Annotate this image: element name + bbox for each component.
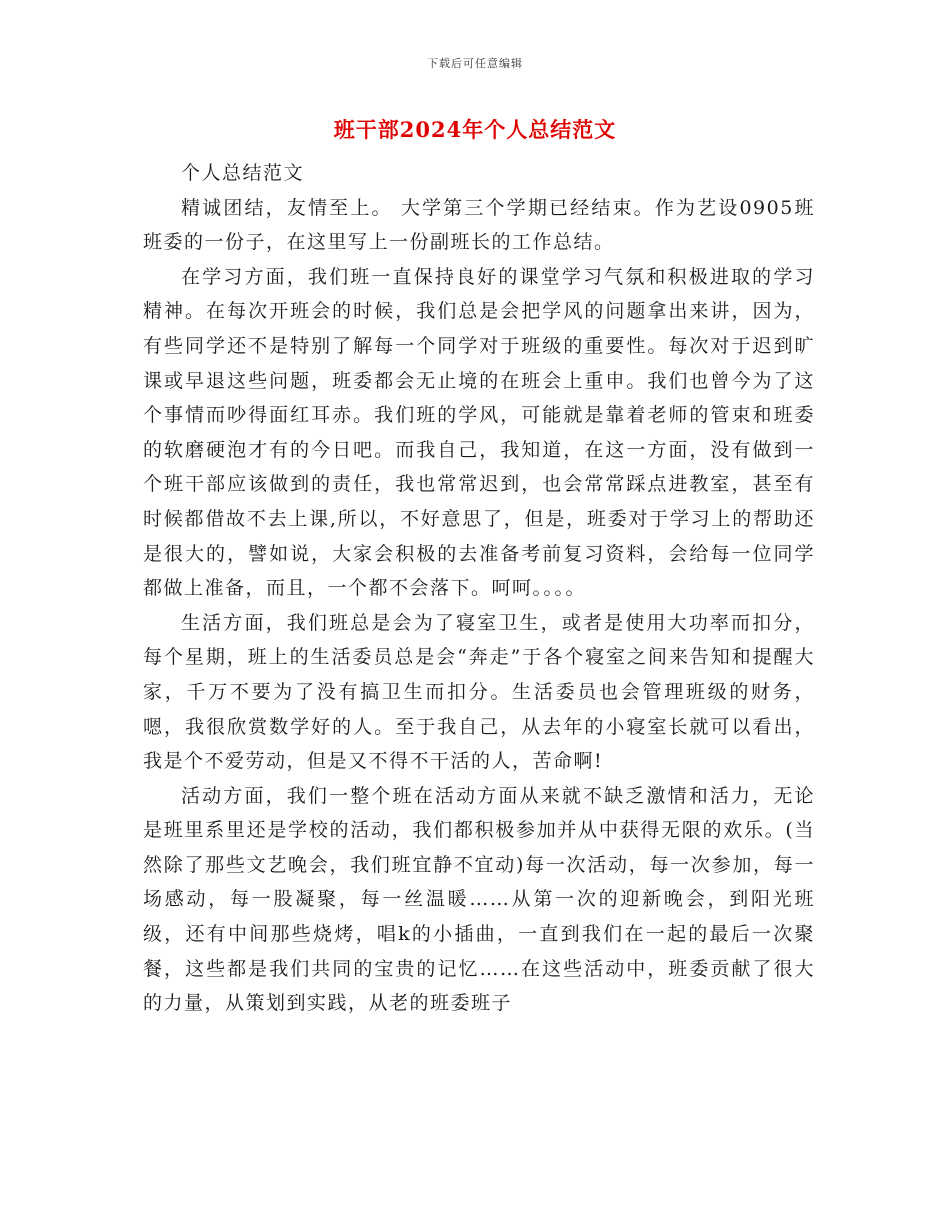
header-note: 下载后可任意编辑 (427, 57, 523, 70)
paragraph-activities: 活动方面，我们一整个班在活动方面从来就不缺乏激情和活力，无论是班里系里还是学校的活动，我们都积极参加并从中获得无限的欢乐。(当然除了那些文艺晚会，我们班宜静不宜动)每一次活动，每一次参加，每一场感动，每一股凝聚，每一丝温暖……从第一次的迎新晚会，到阳光班级，还有中间那些烧烤，唱k的小插曲，一直到我们在一起的最后一次聚餐，这些都是我们共同的宝贵的记忆……在这些活动中，班委贡献了很大的力量，从策划到实践，从老的班委班子 (143, 784, 815, 1015)
paragraph-intro: 精诚团结，友情至上。 大学第三个学期已经结束。作为艺设0905班班委的一份子，在这里写上一份副班长的工作总结。 (143, 196, 815, 254)
document-title: 班干部2024年个人总结范文 (333, 117, 617, 142)
paragraph-study: 在学习方面，我们班一直保持良好的课堂学习气氛和积极进取的学习精神。在每次开班会的时候，我们总是会把学风的问题拿出来讲，因为，有些同学还不是特别了解每一个同学对于班级的重要性。每次对于迟到旷课或早退这些问题，班委都会无止境的在班会上重申。我们也曾今为了这个事情而吵得面红耳赤。我们班的学风，可能就是靠着老师的管束和班委的软磨硬泡才有的今日吧。而我自己，我知道，在这一方面，没有做到一个班干部应该做到的责任，我也常常迟到，也会常常踩点进教室，甚至有时候都借故不去上课,所以，不好意思了，但是，班委对于学习上的帮助还是很大的，譬如说，大家会积极的去准备考前复习资料，会给每一位同学都做上准备，而且，一个都不会落下。呵呵。。。。 (143, 265, 815, 600)
document-body (143, 156, 815, 1021)
paragraph-subtitle: 个人总结范文 (181, 162, 305, 184)
paragraph-life: 生活方面，我们班总是会为了寝室卫生，或者是使用大功率而扣分，每个星期，班上的生活委员总是会“奔走”于各个寝室之间来告知和提醒大家，千万不要为了没有搞卫生而扣分。生活委员也会管理班级的财务，嗯，我很欣赏数学好的人。至于我自己，从去年的小寝室长就可以看出，我是个不爱劳动，但是又不得不干活的人，苦命啊! (143, 611, 815, 773)
